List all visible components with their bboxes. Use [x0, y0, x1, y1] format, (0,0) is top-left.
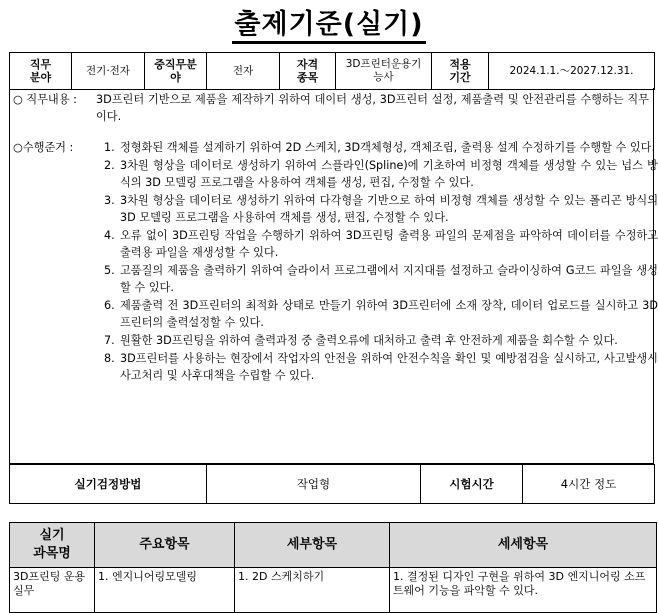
- sub-item-header: 세세항목: [390, 523, 657, 568]
- job-field-label: 직무 분야: [10, 53, 72, 90]
- period-label: 적용 기간: [432, 53, 489, 90]
- main-item-header: 주요항목: [95, 523, 235, 568]
- exam-method-label: 실기검정방법: [10, 465, 207, 504]
- criteria-item-number: 4.: [104, 229, 115, 242]
- criteria-item-number: 6.: [104, 299, 115, 312]
- criteria-label: ○수행준거 :: [13, 141, 74, 154]
- criteria-item-text: 3차원 형상을 데이터로 생성하기 위하여 다각형을 기반으로 하여 비정형 객체를 생성할 수 있는 폴리곤 방식의 3D 모델링 프로그램을 사용하여 객체를 생성, 편집, 수정할 수 있다.: [120, 194, 658, 224]
- mid-field-value: 전자: [207, 53, 280, 90]
- sub-item-cell: 1. 결정된 디자인 구현을 위하여 3D 엔지니어링 소프트웨어 기능을 파악할 수 있다.: [390, 568, 657, 613]
- mid-field-label: 중직무분 야: [145, 53, 207, 90]
- criteria-item-text: 정형화된 객체를 설계하기 위하여 2D 스케치, 3D객체형성, 객체조립, 출력용 설계 수정하기를 수행할 수 있다.: [120, 141, 656, 154]
- job-field-value: 전기·전자: [72, 53, 145, 90]
- qualification-info-table: [9, 52, 655, 90]
- criteria-item: [90, 262, 658, 296]
- exam-time-value: 4시간 정도: [523, 465, 655, 504]
- criteria-item-text: 원활한 3D프린팅을 위하여 출력과정 중 출력오류에 대처하고 출력 후 안전하게 제품을 회수할 수 있다.: [120, 334, 618, 347]
- criteria-item-number: 5.: [104, 264, 115, 277]
- period-value: 2024.1.1.～2027.12.31.: [489, 53, 655, 90]
- detail-item-cell: 1. 2D 스케치하기: [235, 568, 390, 613]
- criteria-item-text: 고품질의 제품을 출력하기 위하여 슬라이서 프로그램에서 지지대를 설정하고 슬라이싱하여 G코드 파일을 생성할 수 있다.: [120, 264, 658, 294]
- subject-table: [9, 522, 657, 613]
- main-item-cell: 1. 엔지니어링모델링: [95, 568, 235, 613]
- subject-cell: 3D프린팅 운용 실무: [10, 568, 95, 613]
- criteria-item-number: 2.: [104, 159, 115, 172]
- criteria-item: [90, 332, 658, 349]
- criteria-list: [90, 139, 658, 385]
- table-row: [10, 568, 657, 613]
- criteria-item: [90, 297, 658, 331]
- criteria-item: [90, 192, 658, 226]
- qualification-label: 자격 종목: [280, 53, 336, 90]
- subject-header: 실기 과목명: [10, 523, 95, 568]
- criteria-item-number: 8.: [104, 352, 115, 365]
- criteria-item: [90, 139, 658, 156]
- detail-item-header: 세부항목: [235, 523, 390, 568]
- qualification-value: 3D프린터운용기 능사: [336, 53, 432, 90]
- exam-method-value: 작업형: [207, 465, 421, 504]
- job-content-label: ○ 직무내용 :: [13, 93, 77, 106]
- page-title: 출제기준(실기): [0, 2, 658, 41]
- description-box: [9, 88, 658, 464]
- criteria-item-text: 오류 없이 3D프린팅 작업을 수행하기 위하여 3D프린팅 출력용 파일의 문제점을 파악하여 데이터를 수정하고 출력용 파일을 재생성할 수 있다.: [120, 229, 658, 259]
- criteria-item-text: 3차원 형상을 데이터로 생성하기 위하여 스플라인(Spline)에 기초하여 비정형 객체를 생성할 수 있는 넙스 방식의 3D 모델링 프로그램을 사용하여 객체를 생성, 편집, 수정할 수 있다.: [120, 159, 658, 189]
- exam-method-table: [9, 464, 655, 504]
- criteria-item-number: 1.: [104, 141, 115, 154]
- job-content-text: 3D프린터 기반으로 제품을 제작하기 위하여 데이터 생성, 3D프린터 설정, 제품출력 및 안전관리를 수행하는 직무이다.: [96, 93, 649, 123]
- criteria-item-number: 3.: [104, 194, 115, 207]
- criteria-item-number: 7.: [104, 334, 115, 347]
- criteria-item-text: 3D프린터를 사용하는 현장에서 작업자의 안전을 위하여 안전수칙을 확인 및 예방점검을 실시하고, 사고발생시 사고처리 및 사후대책을 수립할 수 있다.: [120, 352, 658, 382]
- exam-time-label: 시험시간: [421, 465, 523, 504]
- criteria-item-text: 제품출력 전 3D프린터의 최적화 상태로 만들기 위하여 3D프린터에 소재 장착, 데이터 업로드를 실시하고 3D프린터의 출력설정할 수 있다.: [120, 299, 658, 329]
- criteria-item: [90, 227, 658, 261]
- criteria-item: [90, 157, 658, 191]
- criteria-item: [90, 350, 658, 384]
